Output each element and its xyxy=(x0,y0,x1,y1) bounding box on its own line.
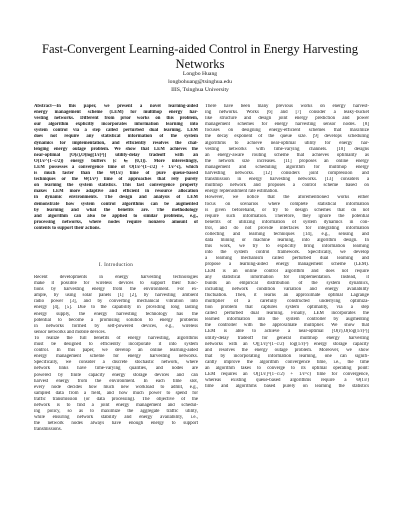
body-text-line: multiplier of a carefully constructed underlying optimiza- xyxy=(205,299,369,304)
body-text-line: energy replenishment rate estimation. xyxy=(205,189,279,195)
body-text-line: energy supply, the energy harvesting technology has the xyxy=(34,311,198,317)
body-text-line: in networks formed by self-powered devices, e.g., wireless xyxy=(34,323,198,329)
author-block xyxy=(100,70,300,95)
abstract-line: system control via a step called perturbed dual learning. LEM xyxy=(34,128,198,134)
body-text-line: ing networks. Works [6] and [7] consider a leaky-bucket xyxy=(205,110,369,116)
author-email[interactable]: longbohuang@tsinghua.edu xyxy=(168,79,232,86)
body-text-line: time and algorithms based purely on learning the statistics xyxy=(205,384,369,390)
body-text-line: whereas existing queue-based algorithms require a Θ(1/ε) xyxy=(205,378,369,384)
body-text-line: trol, and do not provide interfaces for integrating information xyxy=(205,225,369,231)
abstract-line: O(1/ε^(1−c/2)) energy buffers (c ∈ (0,1)). More interestingly, xyxy=(34,158,198,164)
abstract-line: by learning and what the benefits are. The methodology xyxy=(34,207,198,213)
body-text-line: There have been many previous works on energy harvest- xyxy=(205,104,369,109)
body-text-line: the controller with the approximate multiplier. We show that xyxy=(205,323,369,329)
abstract-line: techniques or the Θ(1/ε²) time of approaches that rely purely xyxy=(34,177,198,183)
body-text-line: this work, we try to explicitly bring information learning xyxy=(205,244,369,250)
abstract-line: vesting networks. Different from prior works on this problem, xyxy=(34,116,198,122)
abstract-line: demonstrate how system control algorithms can be augmented xyxy=(34,201,198,207)
body-text-line: collecting and learning techniques [14], e.g., sensing and xyxy=(205,231,369,237)
body-text-line: vesting networks with time-varying channels. [10] designs xyxy=(205,146,369,152)
body-text-line: transmissions. xyxy=(34,427,62,433)
body-text-line: ample, by using solar panels [1] [2], by harvesting ambient xyxy=(34,293,198,299)
body-text-line: networks with an O([1/ε]^(1−c/2) log(1/ε)²) energy storage capacity xyxy=(205,341,369,347)
body-text-line: an algorithm takes to converge to its optimal operating point: xyxy=(205,366,369,372)
body-text-line: ing policy, so as to maximize the aggregate traffic utility, xyxy=(34,409,198,415)
abstract-line: energy management scheme (LEM) for multihop energy har- xyxy=(34,110,198,116)
abstract-line: processing networks, where nodes require nonzero amount of xyxy=(34,219,198,225)
body-text-line: LEM requires an O([1/ε]^(1−c/2) + 1/ε^c) time for convergence, xyxy=(205,372,369,378)
body-text-line: sampled data from a field, and how much power to spend for xyxy=(34,390,198,396)
abstract-line: near-optimal [O(ε),O(log(1/ε)²)] utility-delay tradeoff with an xyxy=(34,152,198,158)
body-text-line: the network nodes always have enough energy to support xyxy=(34,421,198,427)
body-text-line: Recent developments in energy harvesting technologies xyxy=(34,275,198,280)
body-text-line: any statistical information for implementation. Instead, it xyxy=(205,274,369,280)
body-text-line: data mining or machine learning, into algorithm design. In xyxy=(205,238,369,244)
abstract-line: makes LEM more adaptive and efficient in resource allocation xyxy=(34,189,198,195)
body-text-line: algorithms to achieve near-optimal utility for energy har- xyxy=(205,140,369,146)
body-text-line: However, we notice that the aforementioned works either xyxy=(205,195,369,201)
abstract-line: contents to support their actions. xyxy=(34,225,101,231)
body-text-line: energy [4], [5]. Due to the capability in providing long lasting xyxy=(34,305,198,311)
body-text-line: propose a learning-aided energy management scheme (LEM). xyxy=(205,262,369,268)
paper-title: Fast-Convergent Learning-aided Control in Energy Harvesting Networks xyxy=(41,42,359,71)
abstract xyxy=(34,104,198,232)
body-text-line: network links have time-varying qualities, and nodes are xyxy=(34,366,198,372)
body-text-line: LEM is able to achieve a near-optimal [O(ε),O(log(1/ε)²)] xyxy=(205,329,369,335)
body-text-line: while ensuring network stability and energy availability, i.e., xyxy=(34,415,198,421)
body-text-line: the decay exponent of the queue size. [9] develops scheduling xyxy=(205,134,369,140)
body-text-line: every node decides how much new workload to admit, e.g., xyxy=(34,384,198,390)
body-text-line: Specifically, we consider a discrete stochastic network, where xyxy=(34,360,198,366)
body-text-line: cantly improve the algorithm convergence time, i.e., the time xyxy=(205,359,369,365)
body-text-line: an energy-aware routing scheme that achieves optimality as xyxy=(205,152,369,158)
body-text-line: fluctuation. Then, it learns an approximate optimal Lagrange xyxy=(205,292,369,298)
body-text-line: management schemes for energy harvesting sensor nodes. [8] xyxy=(205,122,369,128)
abstract-line: and algorithm can also be applied to similar problems, e.g., xyxy=(34,213,198,219)
body-text-line: tion problem that captures system optimality, via a step xyxy=(205,305,369,311)
body-text-line: LEM is an online control algorithm and does not require xyxy=(205,268,369,274)
introduction-right-column xyxy=(205,104,369,390)
body-text-line: called perturbed dual learning. Finally, LEM incorporates the xyxy=(205,311,369,317)
body-text-line: make it possible for wireless devices to support their func- xyxy=(34,281,198,287)
body-text-line: like structure and design joint energy prediction and power xyxy=(205,116,369,122)
body-text-line: transmission in energy harvesting networks. [13] considers a xyxy=(205,177,369,183)
author-name: Longbo Huang xyxy=(182,71,218,77)
abstract-line: dynamics for implementation, and efficiently resolves the chal- xyxy=(34,140,198,146)
section-heading-introduction: I. Introduction xyxy=(98,263,134,268)
body-text-line: focuses on designing energy-efficient schemes that maximize xyxy=(205,128,369,134)
abstract-line: on learning the system statistics. This fast convergence property xyxy=(34,183,198,189)
body-text-line: potential to become a promising solution to energy problems xyxy=(34,317,198,323)
body-text-line: network is to find a joint energy management and schedul- xyxy=(34,402,198,408)
body-text-line: focus on scenarios where complete statistical information xyxy=(205,201,369,207)
body-text-line: the network size increases. [11] proposes an online energy xyxy=(205,158,369,164)
body-text-line: management and scheduling algorithm for multihop energy xyxy=(205,164,369,170)
abstract-line: is much faster than the Θ(1/ε) time of pure queue-based xyxy=(34,171,198,177)
body-text-line: and resolves the energy outage problem. Moreover, we show xyxy=(205,347,369,353)
body-text-line: radio power [3], and by converting mechanical vibration into xyxy=(34,299,198,305)
body-text-line: a learning mechanism called perturbed dual learning and xyxy=(205,256,369,262)
body-text-line: must be designed to efficiently incorporate it into system xyxy=(34,342,198,348)
body-text-line: including network condition variation and energy availability xyxy=(205,286,369,292)
abstract-line: LEM possesses a convergence time of O(1/ε^(1−c/2) + 1/ε^c), which xyxy=(34,164,198,170)
body-text-line: learned information into the system controller by augmenting xyxy=(205,317,369,323)
body-text-line: require such information. Therefore, they ignore the potential xyxy=(205,213,369,219)
body-text-line: that by incorporating information learning, one can signifi- xyxy=(205,353,369,359)
body-text-line: energy management scheme for energy harvesting networks. xyxy=(34,354,198,360)
abstract-line: lenging energy outage problem. We show that LEM achieves the xyxy=(34,146,198,152)
body-text-line: sensor networks and mobile devices. xyxy=(34,329,106,335)
abstract-line: our algorithm explicitly incorporates information learning into xyxy=(34,122,198,128)
body-text-line: traffic transmission (or data processing). The objective of the xyxy=(34,396,198,402)
abstract-line: Abstract—In this paper, we present a novel learning-aided xyxy=(34,104,198,109)
abstract-line: in dynamic environments. The design and analysis of LEM xyxy=(34,195,198,201)
body-text-line: benefits of utilizing information of system dynamics in con- xyxy=(205,219,369,225)
body-text-line: into the system control framework. Specifically, we develop xyxy=(205,250,369,256)
body-text-line: harvest energy from the environment. In each time slot, xyxy=(34,378,198,384)
body-text-line: utility-delay tradeoff for general multihop energy harvesting xyxy=(205,335,369,341)
author-affiliation: IIIS, Tsinghua University xyxy=(171,87,229,94)
body-text-line: tions by harvesting energy from the environment. For ex- xyxy=(34,287,198,293)
body-text-line: powered by finite capacity energy storage devices and can xyxy=(34,372,198,378)
body-text-line: builds an empirical distribution of the system dynamics, xyxy=(205,280,369,286)
body-text-line: control. In this paper, we develop an online learning-aided xyxy=(34,348,198,354)
introduction-left-column xyxy=(34,275,198,433)
body-text-line: is given beforehand, or try to design schemes that do not xyxy=(205,207,369,213)
abstract-line: does not require any statistical information of the system xyxy=(34,134,198,140)
body-text-line: To realize the full benefits of energy harvesting, algorithms xyxy=(34,335,198,341)
body-text-line: harvesting networks. [12] considers joint compression and xyxy=(205,171,369,177)
body-text-line: multihop network and proposes a control scheme based on xyxy=(205,183,369,189)
